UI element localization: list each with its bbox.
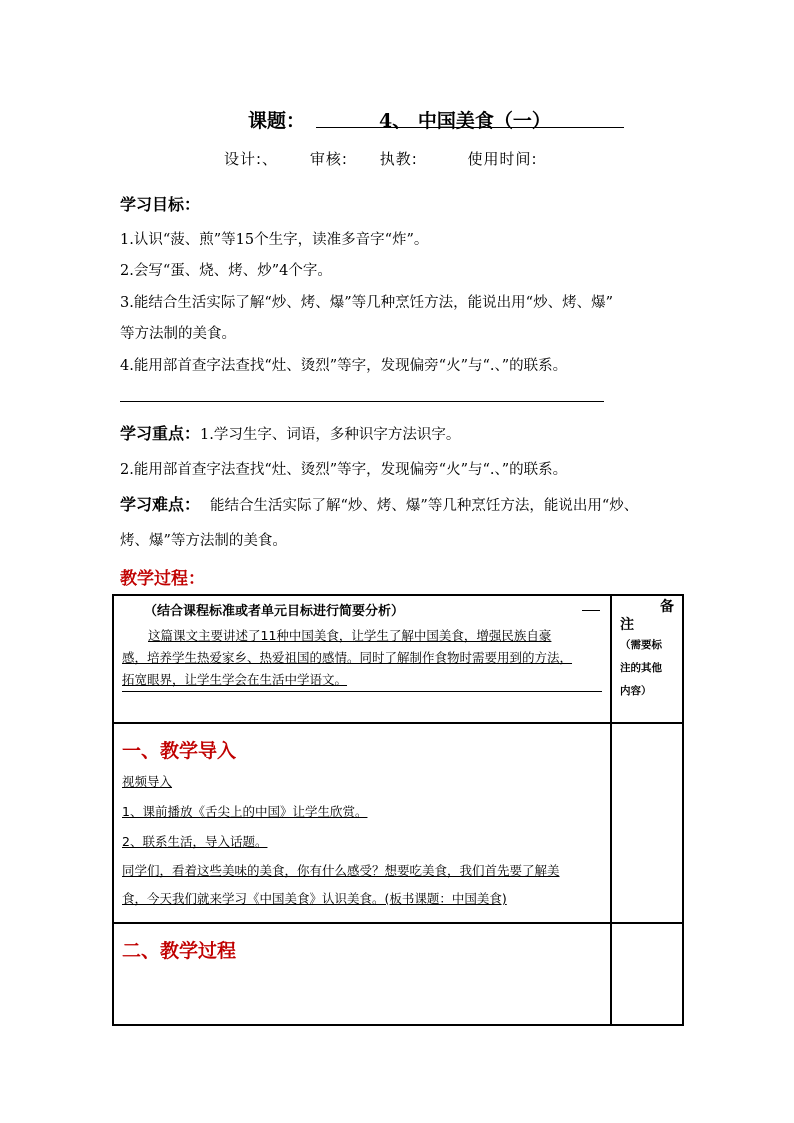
- section1-note-cell: [611, 723, 683, 923]
- meta-teacher: 执教:: [379, 150, 418, 168]
- objective-4: 4.能用部首查字法查找“灶、烫烈”等字，发现偏旁“火”与“.、”的联系。: [120, 358, 568, 374]
- meta-row: [224, 148, 564, 169]
- analysis-line-3-text: 拓宽眼界，让学生学会在生活中学语文。: [122, 672, 348, 687]
- analysis-head: [114, 596, 610, 619]
- section1-line-2: 1、课前播放《舌尖上的中国》让学生欣赏。: [122, 804, 368, 819]
- note-desc-2: 注的其他: [620, 662, 662, 674]
- note-cell: [611, 595, 683, 723]
- analysis-cell: [113, 595, 611, 723]
- section2-note-cell: [611, 923, 683, 1025]
- analysis-body: [114, 619, 610, 696]
- analysis-line-1: 这篇课文主要讲述了11种中国美食，让学生了解中国美食，增强民族自豪: [148, 628, 552, 643]
- key-points: [120, 421, 460, 444]
- section2-title: 二、教学过程: [122, 940, 237, 962]
- analysis-head-dash: [582, 610, 600, 611]
- title-value: 4、 中国美食（一）: [379, 110, 551, 132]
- analysis-line-2: 感，培养学生热爱家乡、热爱祖国的感情。同时了解制作食物时需要用到的方法，: [122, 650, 573, 665]
- objective-2: 2.会写“蛋、烧、烤、炒”4个字。: [120, 263, 332, 279]
- section1-line-1: 视频导入: [122, 774, 173, 789]
- section1-line-3: 2、联系生活，导入话题。: [122, 834, 268, 849]
- note-block: [612, 596, 682, 703]
- objective-3: 3.能结合生活实际了解“炒、烤、爆”等几种烹饪方法，能说出用“炒、烤、爆”: [120, 295, 613, 311]
- section1-para-1: 同学们，看着这些美味的美食，你有什么感受？想要吃美食，我们首先要了解美: [122, 863, 560, 878]
- section1-para-2: 食，今天我们就来学习《中国美食》认识美食。(板书课题：中国美食): [122, 891, 507, 906]
- difficulties-line1: 能结合生活实际了解“炒、烤、爆”等几种烹饪方法，能说出用“炒、: [210, 498, 639, 514]
- key-points-line1: 1.学习生字、词语，多种识字方法识字。: [200, 427, 461, 443]
- section1-cell: [113, 723, 611, 923]
- difficulties-line2: 烤、爆”等方法制的美食。: [120, 533, 287, 549]
- objective-1: 1.认识“菠、煎”等15个生字，读准多音字“炸”。: [120, 232, 429, 248]
- meta-time: 使用时间:: [467, 150, 538, 168]
- meta-review: 审核:: [309, 150, 348, 168]
- objective-3-cont: 等方法制的美食。: [120, 326, 236, 342]
- meta-design: 设计:、: [224, 150, 279, 168]
- note-title: 备: [660, 599, 674, 615]
- section2-cell: [113, 923, 611, 1025]
- note-desc-1: （需要标: [620, 639, 662, 651]
- difficulties-heading: 学习难点：: [120, 495, 201, 514]
- difficulties: [120, 492, 638, 515]
- analysis-head-text: （结合课程标准或者单元目标进行简要分析）: [144, 604, 405, 619]
- lesson-table: [112, 594, 684, 1026]
- note-desc-3: 内容）: [620, 685, 652, 697]
- process-heading: 教学过程：: [120, 569, 205, 589]
- section1-title: 一、教学导入: [122, 740, 237, 762]
- note-title-2: 注: [620, 617, 634, 633]
- objectives-heading: 学习目标：: [120, 195, 201, 214]
- key-points-line2: 2.能用部首查字法查找“灶、烫烈”等字，发现偏旁“火”与“.、”的联系。: [120, 462, 568, 478]
- divider: [120, 401, 604, 402]
- analysis-line-3: [122, 669, 602, 692]
- title-label: 课题：: [248, 110, 306, 132]
- key-points-heading: 学习重点：: [120, 424, 201, 443]
